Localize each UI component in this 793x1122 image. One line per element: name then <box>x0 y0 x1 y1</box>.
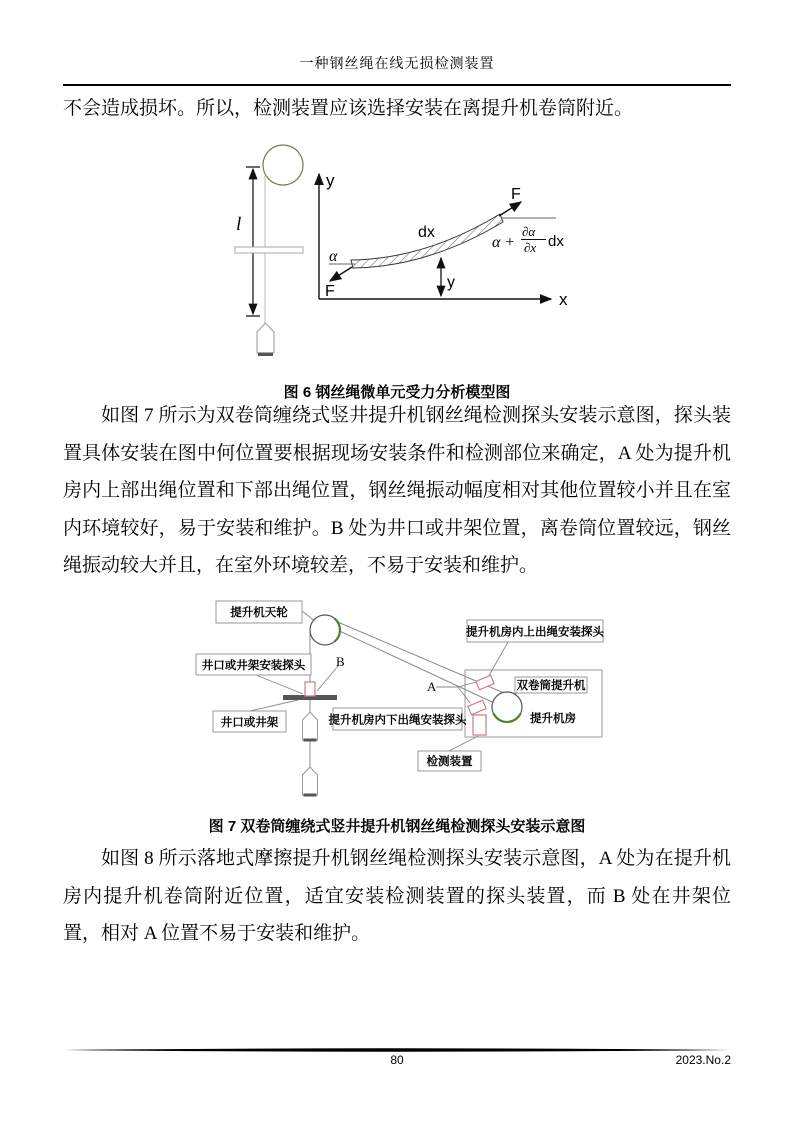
footer-issue-label: 2023.No.2 <box>675 1053 731 1067</box>
length-label: l <box>236 214 242 235</box>
drum-hoist-label-box <box>515 677 587 693</box>
formula-dx: dx <box>548 233 564 250</box>
detection-device-label: 检测装置 <box>426 756 473 768</box>
length-dimension <box>246 167 260 316</box>
running-header-title: 一种钢丝绳在线无损检测装置 <box>299 57 495 72</box>
x-axis-label: x <box>559 290 568 309</box>
wellhead-probe-label: 井口或井架安装探头 <box>201 660 306 672</box>
formula-alpha-plus: α + <box>492 234 516 251</box>
figure6-force-model-diagram <box>225 135 575 380</box>
weight-bottle <box>257 323 274 356</box>
support-bar <box>235 247 303 253</box>
figure6-caption: 图 6 钢丝绳微单元受力分析模型图 <box>283 384 511 401</box>
paragraph-2: 如图 7 所示为双卷筒缠绕式竖井提升机钢丝绳检测探头安装示意图，探头装置具体安装在图中何位置要根据现场安装条件和检测部位来确定，A 处为提升机房内上部出绳位置和下部出绳位置，钢丝绳振动幅度相对其他位置较小并且在室内环境较好，易于安装和维护。B 处为井口或井架位置，离卷筒位置较远，钢丝绳振动较大并且，在室外环境较差，不易于安装和维护。 <box>63 405 731 576</box>
detection-device-rect <box>473 715 486 735</box>
force-plot <box>319 171 568 309</box>
sheave-label: 提升机天轮 <box>230 607 288 619</box>
rope-element-band <box>351 214 503 268</box>
left-force-arrow <box>330 267 352 281</box>
upper-rope-probe-label-box <box>466 620 604 642</box>
alpha-left-label: α <box>329 248 338 265</box>
conveyance-upper <box>303 712 318 742</box>
y-offset-label: y <box>447 274 455 291</box>
machine-room-label: 提升机房 <box>530 713 576 725</box>
figure7-installation-diagram <box>165 593 625 808</box>
formula-partial-x: ∂x <box>524 240 537 255</box>
formula-partial-alpha: ∂α <box>522 224 536 239</box>
headgear-sheave <box>310 615 340 645</box>
lower-rope-probe-label: 提升机房内下出绳安装探头 <box>328 714 467 727</box>
figure7-caption: 图 7 双卷筒缠绕式竖井提升机钢丝绳检测探头安装示意图 <box>208 818 586 835</box>
point-a-label: A <box>427 679 437 694</box>
footer-page-number: 80 <box>390 1053 404 1067</box>
lower-rope-probe-label-box <box>329 708 467 730</box>
wellhead-probe-label-box <box>196 654 311 675</box>
paragraph-3: 如图 8 所示落地式摩擦提升机钢丝绳检测探头安装示意图，A 处为在提升机房内提升机卷筒附近位置，适宜安装检测装置的探头装置，而 B 处在井架位置，相对 A 位置不易于安装和维护。 <box>63 848 731 944</box>
angle-formula <box>492 224 564 255</box>
label-boxes <box>196 601 604 771</box>
detection-device-label-box <box>418 751 481 771</box>
paragraph-1: 不会造成损坏。所以，检测装置应该选择安装在离提升机卷筒附近。 <box>63 98 634 119</box>
right-force-arrow <box>499 202 521 216</box>
wellhead-label: 井口或井架 <box>220 717 279 729</box>
wellhead-probe-rect <box>305 682 315 696</box>
drum-circle <box>492 692 522 722</box>
sheave-label-box <box>216 601 302 623</box>
drum-hoist-label: 双卷筒提升机 <box>516 680 586 692</box>
header-rule <box>63 84 731 86</box>
wellhead-label-box <box>213 711 286 732</box>
right-force-label: F <box>511 186 521 203</box>
conveyance-lower <box>303 767 318 797</box>
left-force-label: F <box>325 283 335 300</box>
pulley-circle <box>263 145 303 185</box>
dx-label: dx <box>418 224 435 241</box>
point-b-label: B <box>336 654 345 669</box>
y-axis-label: y <box>326 171 335 190</box>
pendulum-assembly <box>235 145 303 356</box>
upper-rope-probe-label: 提升机房内上出绳安装探头 <box>466 626 604 639</box>
